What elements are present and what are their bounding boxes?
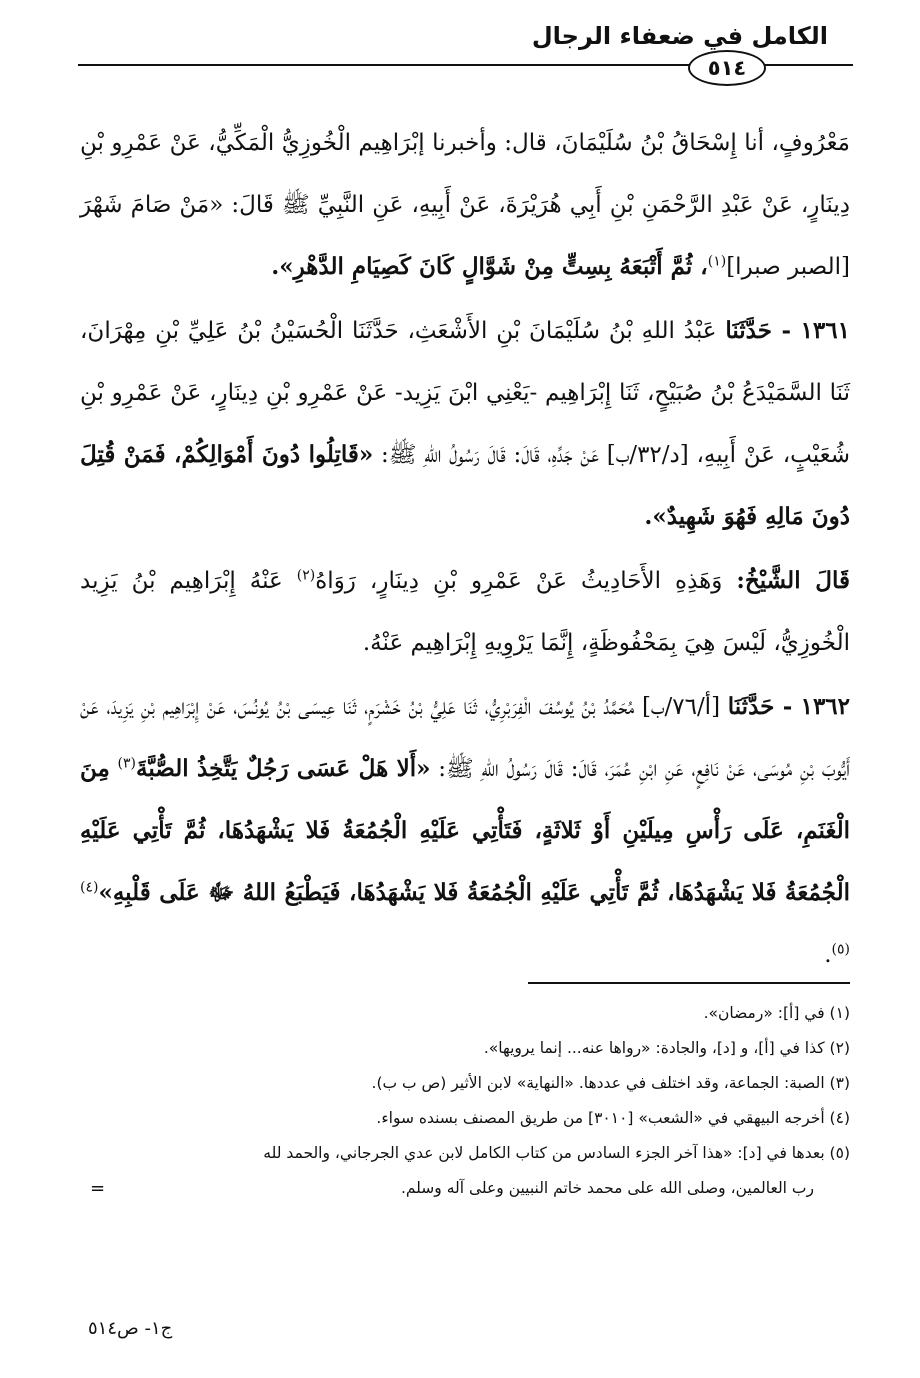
paragraph-1-text-a: مَعْرُوفٍ، أنا إِسْحَاقُ بْنُ سُلَيْمَانَ، قال: وأخبرنا إبْرَاهِيم الْخُوزِيُّ الْمَكِّيُّ، عَنْ عَمْرِو بْنِ دِينَارٍ، عَنْ عَبْدِ الرَّحْمَنِ بْنِ أَبِي هُرَيْرَةَ، عَنْ أَبِيهِ، عَنِ النَّبِيِّ ﷺ قَالَ: «مَنْ صَامَ شَهْرَ [الصبر صبرا] xyxy=(80,130,850,280)
footnote-ref-4-5: (٤)(٥) xyxy=(80,879,850,958)
hadith-1362-matn-b: مِنَ الْغَنَمِ، عَلَى رَأْسِ مِيلَيْنِ أَوْ ثَلاثَةٍ، فَتَأْتِي عَلَيْهِ الْجُمُعَةُ فَلا يَشْهَدُهَا، ثُمَّ تَأْتِي عَلَيْهِ الْجُمُعَةُ فَلا يَشْهَدُهَا، ثُمَّ تَأْتِي عَلَيْهِ الْجُمُعَةُ فَلا يَشْهَدُهَا، فَيَطْبَعُ اللهُ ﷻ عَلَى قَلْبِهِ» xyxy=(80,755,850,906)
footnote-3: (٣) الصبة: الجماعة، وقد اختلف في عددها. «النهاية» لابن الأثير (ص ب ب). xyxy=(371,1074,850,1092)
footnote-2: (٢) كذا في [أ]، و [د]، والجادة: «رواها عنه... إنما يرويها». xyxy=(483,1039,850,1057)
hadith-1361 xyxy=(80,300,850,548)
footnote-5-continued xyxy=(80,1171,850,1206)
page-number: ٥١٤ xyxy=(688,50,766,86)
hadith-1362-isnad: [أ/٧٦/ب] مُحَمَّدُ بْنُ يُوسُفَ الْفِرَبْرِيُّ، ثَنَا عَلِيُّ بْنُ خَشْرَمٍ، ثَنَا عِيسَى بْنُ يُونُسَ، عَنْ إِبْرَاهِيم بْنِ يَزِيدَ، عَنْ أَيُّوبَ بْنِ مُوسَى، عَنْ نَافِعٍ، عَنِ ابْنِ عُمَرَ، قَالَ: قَالَ رَسُولُ اللهِ ﷺ: xyxy=(80,694,851,782)
hadith-1362-end: . xyxy=(824,942,832,968)
footnote-separator xyxy=(528,982,850,984)
footnote-4: (٤) أخرجه البيهقي في «الشعب» [٣٠١٠] من طريق المصنف بسنده سواء. xyxy=(376,1109,850,1127)
hadith-1361-matn: «قَاتِلُوا دُونَ أَمْوَالِكُمْ، فَمَنْ قُتِلَ دُونَ مَالِهِ فَهُوَ شَهِيدٌ». xyxy=(80,441,850,530)
hadith-1362-number: ١٣٦٢ - حَدَّثَنَا xyxy=(727,693,851,720)
continuation-mark: = xyxy=(90,1178,106,1199)
main-text xyxy=(80,112,850,986)
shaykh-comment xyxy=(80,550,850,674)
shaykh-comment-lead: قَالَ الشَّيْخُ: xyxy=(736,567,851,594)
footnote-ref-2: (٢) xyxy=(296,567,316,584)
shaykh-comment-text-b: عَنْهُ إِبْرَاهِيم بْنُ يَزِيد الْخُوزِيُّ، لَيْسَ هِيَ بِمَحْفُوظَةٍ، إِنَّمَا يَرْوِيهِ إِبْرَاهِيم عَنْهُ. xyxy=(80,568,850,656)
footnote-5-line-2: رب العالمين، وصلى الله على محمد خاتم النبيين وعلى آله وسلم. xyxy=(400,1179,814,1197)
footnote-ref-3: (٣) xyxy=(117,755,137,772)
paragraph-1 xyxy=(80,112,850,298)
shaykh-comment-text-a: وَهَذِهِ الأَحَادِيثُ عَنْ عَمْرِو بْنِ دِينَارٍ، رَوَاهُ xyxy=(315,568,723,594)
hadith-1361-isnad: عَبْدُ اللهِ بْنُ سُلَيْمَانَ بْنِ الأَشْعَثِ، حَدَّثَنَا الْحُسَيْنُ بْنُ عَلِيِّ بْنِ مِهْرَانَ، ثَنَا السَّمَيْدَعُ بْنُ صُبَيْحٍ، ثَنَا إِبْرَاهِيم -يَعْنِي ابْنَ يَزِيد- عَنْ عَمْرِو بْنِ دِينَارٍ، عَنْ عَمْرِو بْنِ شُعَيْبٍ، عَنْ أَبِيهِ، [د/٣٢/ب] عَنْ جَدِّهِ، قَالَ: قَالَ رَسُولُ اللهِ ﷺ: xyxy=(80,318,851,468)
hadith-1362 xyxy=(80,676,850,986)
footnote-ref-1: (١) xyxy=(707,253,727,270)
paragraph-1-text-b: ، ثُمَّ أَتْبَعَهُ بِسِتٍّ مِنْ شَوَّالٍ كَانَ كَصِيَامِ الدَّهْرِ». xyxy=(271,253,708,280)
hadith-1361-number: ١٣٦١ - حَدَّثَنَا xyxy=(725,317,850,344)
footnote-5: (٥) بعدها في [د]: «هذا آخر الجزء السادس من كتاب الكامل لابن عدي الجرجاني، والحمد لله xyxy=(263,1144,850,1162)
running-title: الكامل في ضعفاء الرجال xyxy=(531,22,828,50)
footnote-1: (١) في [أ]: «رمضان». xyxy=(703,1004,850,1022)
volume-page-reference: ج١- ص٥١٤ xyxy=(88,1318,173,1339)
hadith-1362-matn-a: «أَلا هَلْ عَسَى رَجُلٌ يَتَّخِذُ الصُّبَّةَ xyxy=(136,755,431,782)
footnotes xyxy=(80,996,850,1206)
